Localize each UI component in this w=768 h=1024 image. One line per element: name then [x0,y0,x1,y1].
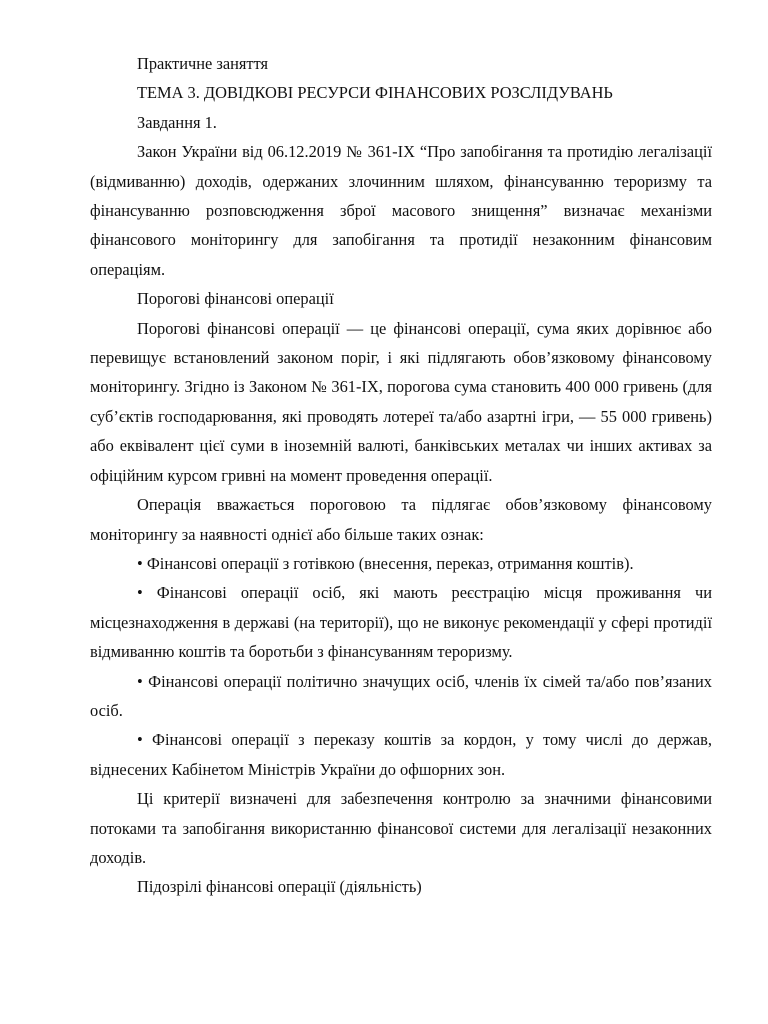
criteria-intro-paragraph: Операція вважається пороговою та підлягає обов’язковому фінансовому моніторингу за наявності однієї або більше таких ознак: [90,495,712,544]
bullet-item: • Фінансові операції політично значущих осіб, членів їх сімей та/або пов’язаних осіб. [90,671,712,720]
conclusion-paragraph: Ці критерії визначені для забезпечення контролю за значними фінансовими потоками та запобігання використанню фінансової системи для легалізації незаконних доходів. [90,789,712,867]
threshold-paragraph: Порогові фінансові операції — це фінансові операції, сума яких дорівнює або перевищує встановлений законом поріг, і які підлягають обов’язковому фінансовому моніторингу. Згідно із Законом № 361-IX, порогова сума становить 400 000 гривень (для суб’єктів господарювання, які проводять лотереї та/або азартні ігри, — 55 000 гривень) або еквівалент цієї суми в іноземній валюті, банківських металах чи інших активах за офіційним курсом гривні на момент проведення операції. [90,318,712,485]
bullet-item: • Фінансові операції осіб, які мають реєстрацію місця проживання чи місцезнаходження в державі (на території), що не виконує рекомендації у сфері протидії відмиванню коштів та боротьби з фінансуванням тероризму. [90,583,712,662]
law-paragraph: Закон України від 06.12.2019 № 361-IX “Про запобігання та протидію легалізації (відмиванню) доходів, одержаних злочинним шляхом, фінансуванню тероризму та фінансуванню розповсюдження зброї масового знищення” визначає механізми фінансового моніторингу для запобігання та протидії незаконним фінансовим операціям. [90,142,712,279]
topic-heading: ТЕМА 3. ДОВІДКОВІ РЕСУРСИ ФІНАНСОВИХ РОЗСЛІДУВАНЬ [137,83,613,103]
bullet-item: • Фінансові операції з готівкою (внесення, переказ, отримання коштів). [137,553,634,573]
practical-heading: Практичне заняття [137,54,269,73]
document-page [90,49,712,902]
threshold-subheading: Порогові фінансові операції [137,289,334,309]
suspicious-subheading: Підозрілі фінансові операції (діяльність) [137,877,422,897]
task-heading: Завдання 1. [137,112,217,132]
bullet-item: • Фінансові операції з переказу коштів за кордон, у тому числі до держав, віднесених Кабінетом Міністрів України до офшорних зон. [90,730,712,779]
